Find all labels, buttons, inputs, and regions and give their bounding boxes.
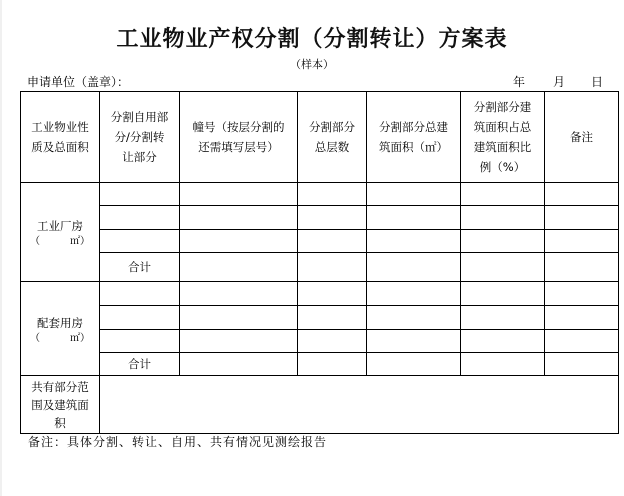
cell-input[interactable]	[545, 353, 619, 376]
division-plan-table	[20, 91, 619, 434]
cell-input[interactable]	[298, 353, 367, 376]
cell-input[interactable]	[461, 206, 545, 230]
date-month-label: 月	[553, 75, 566, 89]
cell-input[interactable]	[180, 253, 298, 282]
header-line: 分割部分	[309, 120, 355, 134]
cell-input[interactable]	[367, 330, 461, 353]
cell-input[interactable]	[100, 183, 180, 206]
date-year-label: 年	[513, 75, 526, 89]
header-line: 总层数	[314, 140, 350, 154]
cell-input[interactable]	[367, 306, 461, 330]
cell-input[interactable]	[100, 306, 180, 330]
header-line: 筑面积（㎡）	[379, 140, 448, 154]
cell-input[interactable]	[100, 230, 180, 253]
header-line: 分/分割转	[114, 130, 165, 144]
cell-input[interactable]	[180, 206, 298, 230]
header-property-nature	[21, 92, 100, 183]
shared-area-label	[21, 376, 100, 434]
header-self-use-transfer	[100, 92, 180, 183]
cell-input[interactable]	[298, 183, 367, 206]
cell-input[interactable]	[545, 253, 619, 282]
cell-input[interactable]	[461, 183, 545, 206]
group-name: 配套用房	[37, 315, 83, 330]
date-day-label: 日	[591, 75, 604, 89]
cell-input[interactable]	[461, 253, 545, 282]
cell-input[interactable]	[545, 183, 619, 206]
footer-note: 备注：具体分割、转让、自用、共有情况见测绘报告	[28, 435, 328, 449]
cell-input[interactable]	[545, 306, 619, 330]
cell-input[interactable]	[461, 306, 545, 330]
header-total-floors	[298, 92, 367, 183]
table-row	[21, 282, 619, 306]
subtotal-row	[21, 353, 619, 376]
header-line: 分割部分建	[473, 100, 532, 114]
cell-input[interactable]	[180, 183, 298, 206]
cell-input[interactable]	[180, 230, 298, 253]
header-row	[21, 92, 619, 183]
header-line: 工业物业性	[31, 120, 89, 134]
cell-input[interactable]	[367, 206, 461, 230]
label-line: 围及建筑面	[31, 397, 89, 412]
table-row	[21, 230, 619, 253]
header-line: 建筑面积比	[473, 140, 532, 154]
header-line: 例（%）	[479, 160, 526, 174]
header-remarks	[545, 92, 619, 183]
shared-area-value[interactable]	[100, 376, 619, 434]
cell-input[interactable]	[100, 330, 180, 353]
cell-input[interactable]	[545, 282, 619, 306]
cell-input[interactable]	[545, 230, 619, 253]
cell-input[interactable]	[298, 330, 367, 353]
header-line: 还需填写层号）	[198, 140, 279, 154]
cell-input[interactable]	[298, 206, 367, 230]
document-title: 工业物业产权分割（分割转让）方案表	[116, 26, 508, 52]
group-name: 工业厂房	[37, 219, 83, 233]
subtotal-label: 合计	[100, 253, 180, 282]
table-row	[21, 206, 619, 230]
header-area-ratio	[461, 92, 545, 183]
cell-input[interactable]	[461, 230, 545, 253]
subtotal-label: 合计	[100, 353, 180, 376]
cell-input[interactable]	[367, 183, 461, 206]
header-line: 备注	[570, 130, 593, 144]
cell-input[interactable]	[367, 230, 461, 253]
header-line: 幢号（按层分割的	[192, 120, 285, 134]
cell-input[interactable]	[180, 306, 298, 330]
header-line: 让部分	[122, 150, 157, 164]
cell-input[interactable]	[180, 330, 298, 353]
header-line: 分割部分总建	[379, 120, 448, 134]
group-unit: （ ㎡）	[30, 332, 90, 344]
table-row	[21, 183, 619, 206]
group-label-factory	[21, 183, 100, 282]
label-line: 积	[54, 415, 66, 430]
cell-input[interactable]	[367, 253, 461, 282]
cell-input[interactable]	[367, 282, 461, 306]
cell-input[interactable]	[461, 353, 545, 376]
cell-input[interactable]	[298, 253, 367, 282]
cell-input[interactable]	[100, 206, 180, 230]
page-edge	[0, 0, 2, 496]
applicant-label: 申请单位（盖章）：	[27, 75, 130, 89]
cell-input[interactable]	[100, 282, 180, 306]
cell-input[interactable]	[298, 282, 367, 306]
cell-input[interactable]	[367, 353, 461, 376]
shared-area-row	[21, 376, 619, 434]
header-line: 分割自用部	[110, 110, 169, 124]
document-subtitle: （样本）	[290, 58, 334, 71]
cell-input[interactable]	[545, 330, 619, 353]
cell-input[interactable]	[545, 206, 619, 230]
group-unit: （ ㎡）	[30, 236, 90, 247]
cell-input[interactable]	[180, 282, 298, 306]
header-line: 质及总面积	[31, 140, 89, 154]
cell-input[interactable]	[298, 306, 367, 330]
header-total-area	[367, 92, 461, 183]
label-line: 共有部分范	[31, 379, 89, 394]
subtotal-row	[21, 253, 619, 282]
header-line: 筑面积占总	[473, 120, 532, 134]
cell-input[interactable]	[180, 353, 298, 376]
header-building-number	[180, 92, 298, 183]
cell-input[interactable]	[461, 330, 545, 353]
group-label-supporting	[21, 282, 100, 376]
table-row	[21, 330, 619, 353]
cell-input[interactable]	[461, 282, 545, 306]
cell-input[interactable]	[298, 230, 367, 253]
table-row	[21, 306, 619, 330]
